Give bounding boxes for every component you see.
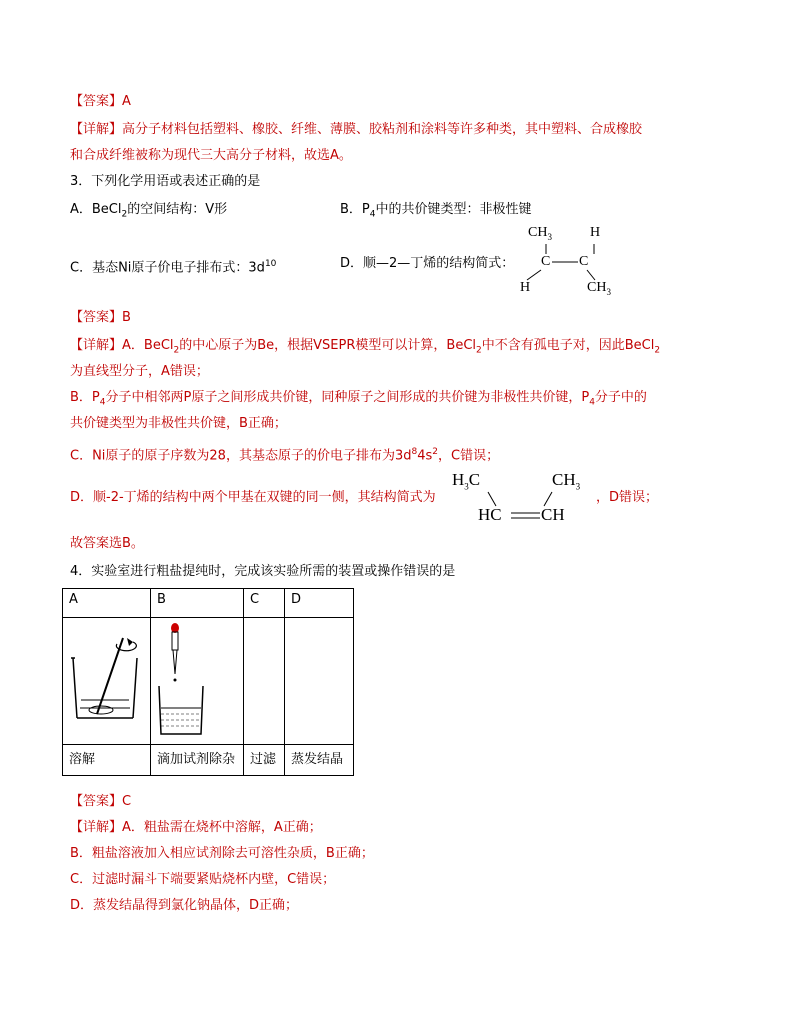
explanation-q3-b: B．$P_4$分子中相邻两P原子之间形成共价键，同种原子之间形成的共价键为非极性共价键，$P_4$分子中的 bbox=[70, 390, 647, 408]
explanation-tag: 【详解】 bbox=[70, 820, 123, 835]
beaker-stirring-icon bbox=[63, 618, 149, 740]
explanation-q4-b: B．粗盐溶液加入相应试剂除去可溶性杂质，B正确； bbox=[70, 846, 374, 861]
explanation-q4-d: D．蒸发结晶得到氯化钠晶体，D正确； bbox=[70, 898, 299, 913]
explanation-q3-a-line2: 为直线型分子，A错误； bbox=[70, 364, 209, 379]
answer-value: A bbox=[122, 94, 131, 109]
explanation-q3-a: 【详解】A．BeCl$_2$的中心原子为Be，根据VSEPR模型可以计算，BeCl$_2$中不含有孤电子对，因此BeCl$_2$ bbox=[70, 338, 661, 356]
answer-q4 bbox=[70, 792, 131, 812]
answer-q2 bbox=[70, 92, 131, 112]
explanation-q4-c: C．过滤时漏斗下端要紧贴烧杯内壁，C错误； bbox=[70, 872, 336, 887]
q4-label-row bbox=[63, 745, 354, 776]
d-struct-hc: HC bbox=[478, 505, 502, 524]
explanation-q3-d: D．顺-2-丁烯的结构中两个甲基在双键的同一侧，其结构简式为 bbox=[70, 490, 436, 505]
explanation-q3-d-end: ，D错误； bbox=[596, 490, 659, 505]
explanation-q4-a: 【详解】A．粗盐需在烧杯中溶解，A正确； bbox=[70, 820, 322, 835]
q3-option-c-sup: 10 bbox=[264, 259, 277, 269]
struct-h-top: H bbox=[590, 225, 601, 240]
answer-tag: 【答案】 bbox=[70, 310, 123, 325]
q4-label-b: 滴加试剂除杂 bbox=[151, 745, 244, 776]
q4-label-a: 溶解 bbox=[63, 745, 151, 776]
q3-option-a-sub: 2 bbox=[121, 209, 128, 220]
explanation-q3-end: 故答案选B。 bbox=[70, 536, 144, 551]
q3-option-b-pre: B．P bbox=[340, 202, 370, 217]
q4-image-a bbox=[63, 618, 151, 745]
q4-header-a: A bbox=[63, 589, 151, 618]
q3-option-b bbox=[340, 200, 532, 225]
explanation-q2-line1 bbox=[70, 120, 642, 140]
q4-image-c bbox=[244, 618, 285, 745]
answer-q3 bbox=[70, 308, 131, 328]
q4-image-b bbox=[151, 618, 244, 745]
q3-option-d: D．顺—2—丁烯的结构简式： bbox=[340, 256, 515, 271]
struct-ch3-top: $CH_3$ bbox=[528, 225, 552, 242]
q3-option-b-post: 中的共价键类型：非极性键 bbox=[375, 202, 532, 217]
explanation-tag: 【详解】 bbox=[70, 122, 123, 137]
q4-header-row bbox=[63, 589, 354, 618]
struct-ch3-bot: $CH_3$ bbox=[587, 280, 611, 297]
q3-option-c bbox=[70, 254, 276, 278]
struct-c2: C bbox=[579, 254, 589, 269]
q4-image-d bbox=[285, 618, 354, 745]
q4-table bbox=[62, 588, 354, 776]
answer-value: C bbox=[122, 794, 132, 809]
q3-option-b-sub: 4 bbox=[369, 209, 376, 220]
question-3-stem: 3．下列化学用语或表述正确的是 bbox=[70, 174, 261, 189]
struct-bonds bbox=[515, 240, 615, 288]
question-4-stem: 4．实验室进行粗盐提纯时，完成该实验所需的装置或操作错误的是 bbox=[70, 564, 456, 579]
d-struct-ch: CH bbox=[541, 505, 565, 524]
q3-option-a-pre: A．BeCl bbox=[70, 202, 122, 217]
q3-option-a-post: 的空间结构：V形 bbox=[127, 202, 228, 217]
answer-tag: 【答案】 bbox=[70, 94, 123, 109]
explanation-q2-line2: 和合成纤维被称为现代三大高分子材料，故选A。 bbox=[70, 148, 352, 163]
q4-header-d: D bbox=[285, 589, 354, 618]
explanation-text: 高分子材料包括塑料、橡胶、纤维、薄膜、胶粘剂和涂料等许多种类，其中塑料、合成橡胶 bbox=[122, 122, 643, 137]
answer-tag: 【答案】 bbox=[70, 794, 123, 809]
answer-value: B bbox=[122, 310, 131, 325]
q3-option-a bbox=[70, 200, 227, 225]
struct-c1: C bbox=[541, 254, 551, 269]
d-struct-ch3: $CH_3$ bbox=[552, 470, 581, 492]
q3-option-c-pre: C．基态Ni原子价电子排布式：3d bbox=[70, 260, 265, 276]
q4-header-b: B bbox=[151, 589, 244, 618]
q4-label-c: 过滤 bbox=[244, 745, 285, 776]
explanation-tag: 【详解】 bbox=[70, 338, 123, 353]
struct-h-bot: H bbox=[520, 280, 531, 295]
q4-header-c: C bbox=[244, 589, 285, 618]
dropper-beaker-icon bbox=[151, 618, 243, 740]
q4-label-d: 蒸发结晶 bbox=[285, 745, 354, 776]
explanation-q3-c: C．Ni原子的原子序数为28，其基态原子的价电子排布为$3d^84s^2$，C错误； bbox=[70, 447, 500, 464]
explanation-q3-b-line2: 共价键类型为非极性共价键，B正确； bbox=[70, 416, 287, 431]
q4-image-row bbox=[63, 618, 354, 745]
d-struct-bonds bbox=[478, 488, 568, 528]
d-struct-h3c: $H_3C$ bbox=[452, 470, 481, 492]
